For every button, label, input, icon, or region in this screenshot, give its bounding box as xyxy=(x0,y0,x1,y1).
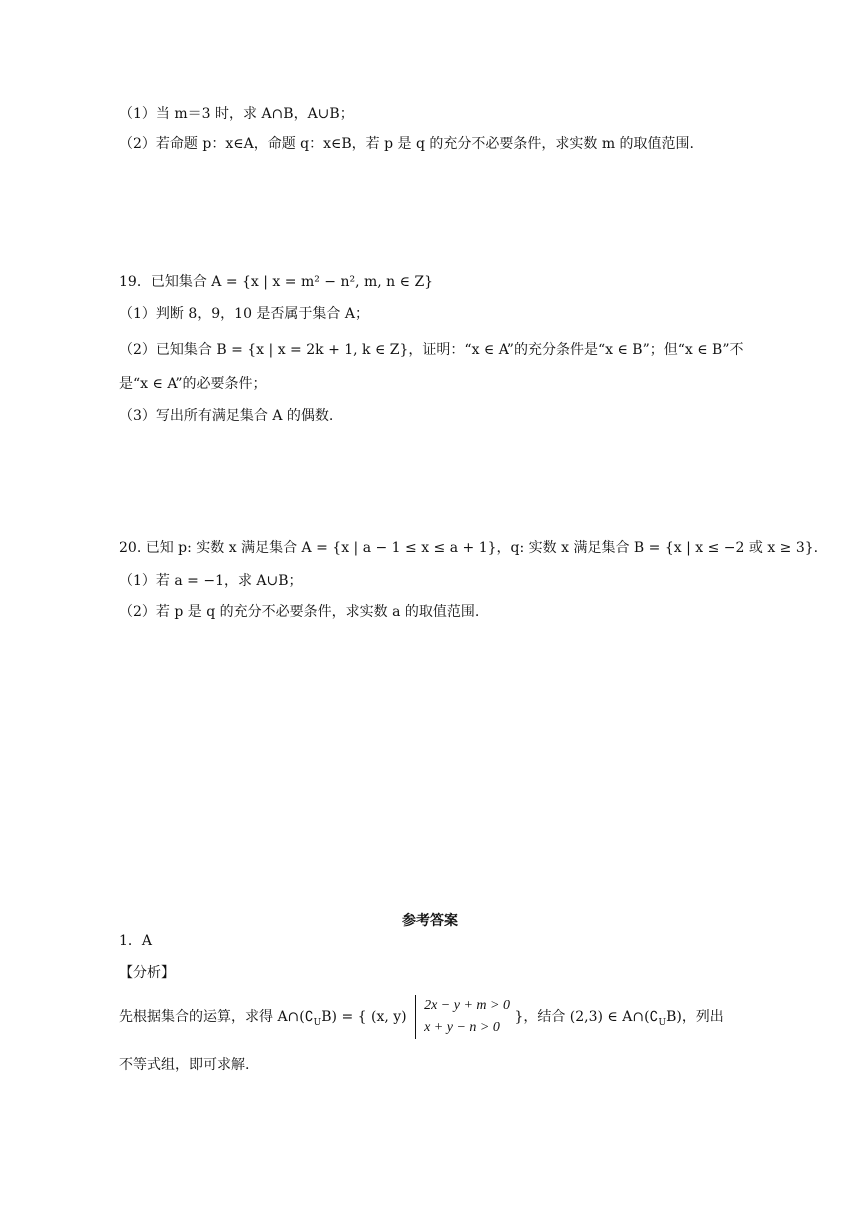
system-line-1: 2x − y + m > 0 xyxy=(424,998,510,1013)
answers-heading: 参考答案 xyxy=(402,913,458,929)
analysis-label: 【分析】 xyxy=(119,965,175,981)
q19-part3: （3）写出所有满足集合 A 的偶数. xyxy=(119,408,334,424)
q20-part2: （2）若 p 是 q 的充分不必要条件，求实数 a 的取值范围. xyxy=(119,604,480,620)
q19-title: 19．已知集合 A = {x | x = m² − n², m, n ∈ Z} xyxy=(119,274,434,290)
analysis-formula-line xyxy=(119,992,724,1042)
analysis-mid: B) = { (x, y) xyxy=(321,1009,407,1025)
analysis-post2: B)，列出 xyxy=(666,1009,724,1025)
q19-part2-b: 是“x ∈ A”的必要条件； xyxy=(119,376,267,392)
q18-part1: （1）当 m＝3 时，求 A∩B，A∪B； xyxy=(119,106,354,122)
system-line-2: x + y − n > 0 xyxy=(424,1020,500,1035)
analysis-end: 不等式组，即可求解. xyxy=(119,1057,250,1073)
q18-part2: （2）若命题 p：x∈A，命题 q：x∈B，若 p 是 q 的充分不必要条件，求实数 m 的取值范围. xyxy=(119,136,694,152)
complement-subscript-2: U xyxy=(658,1017,667,1028)
inequality-system xyxy=(415,995,510,1039)
analysis-post: }，结合 (2,3) ∈ A∩(∁ xyxy=(514,1009,659,1025)
q19-part1: （1）判断 8，9，10 是否属于集合 A； xyxy=(119,306,369,322)
analysis-pre: 先根据集合的运算，求得 A∩(∁ xyxy=(119,1009,314,1025)
answer-item-1: 1．A xyxy=(119,933,153,949)
q20-part1: （1）若 a = −1，求 A∪B； xyxy=(119,573,303,589)
complement-subscript: U xyxy=(313,1017,322,1028)
q20-title: 20. 已知 p: 实数 x 满足集合 A = {x | a − 1 ≤ x ≤ a + 1}，q: 实数 x 满足集合 B = {x | x ≤ −2 或 x ≥ 3}. xyxy=(119,540,819,556)
q19-part2-a: （2）已知集合 B = {x | x = 2k + 1, k ∈ Z}，证明：“x ∈ A”的充分条件是“x ∈ B”；但“x ∈ B”不 xyxy=(119,342,744,358)
